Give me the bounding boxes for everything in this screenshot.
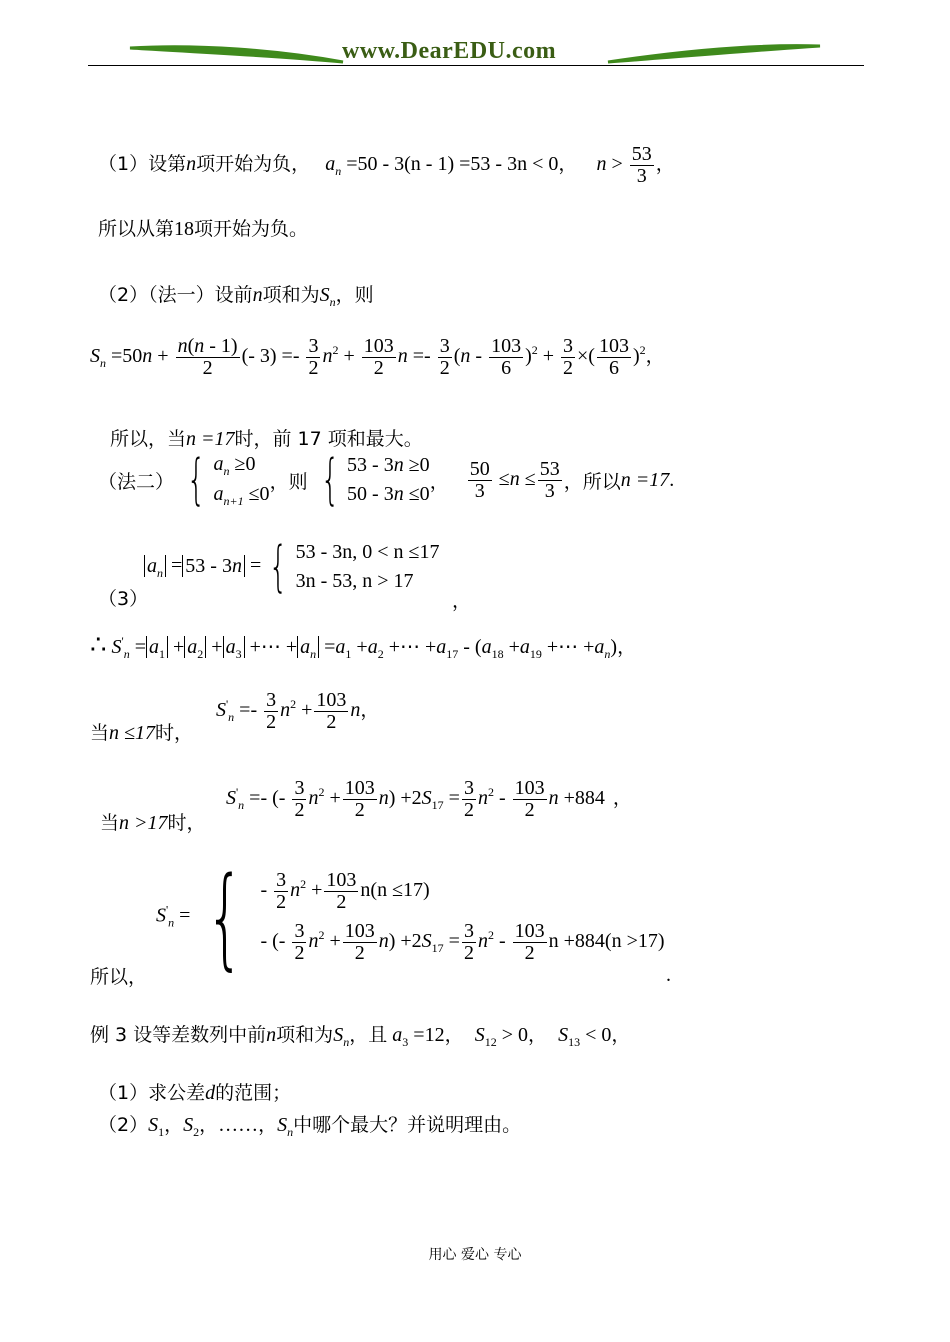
header-rule — [88, 65, 864, 66]
method1-conclusion: 所以，当n =17时，前 17 项和最大。 — [110, 428, 423, 450]
right-swoosh-shape — [608, 46, 820, 62]
part2-heading: （2）（法一）设前n项和为$S_n$，则 — [98, 284, 374, 309]
case1-formula: $S'_n$ =- $\frac{3}{2}$ $n^2$ + $\frac{103}{2}$ n， — [216, 689, 380, 733]
an-formula: $a_n =50 - 3(n - 1) =53 - 3n < 0$ — [325, 153, 559, 179]
site-logo-text: www.DearEDU.com — [342, 38, 557, 64]
case2-formula: $S'_n$ =- (- $\frac{3}{2}$ $n^2$ + $\frac{103}{2}$ $n) +2S_{17}$ = $\frac{3}{2}$ $n^2$ - $\frac{103}{2}$ n +884 ， — [226, 777, 632, 821]
abs-an-piecewise: $a_n = 53 - 3n$ = { 53 - 3n, 0 < n ≤17 3n - 53, n > 17 — [144, 538, 440, 596]
left-swoosh-shape — [130, 47, 343, 62]
final-piecewise: $S'_n$ = { - $\frac{3}{2}$ $n^2$ + $\frac{103}{2}$ n(n ≤17) - (- $\frac{3}{2}$ $n^2$ + $\frac{103}{2}$ $n) +2S_{17}$ = $\frac{3}{2}$ $n^2$ - $\frac{103}{2}$ n +884(n >17) — [156, 853, 665, 981]
part1-label: （1）设第 — [98, 153, 187, 176]
part1-conclusion: 所以从第18项开始为负。 — [98, 218, 309, 240]
method2-line: （法二） { $a_n \ge 0$ $a_{n+1} \le 0$ ，则 { 53 - 3n ≥0 50 - 3n ≤0 ， $\frac{50}{3}$ ≤n ≤ $\frac{53}{3}$ ，所以n =17. — [98, 448, 675, 512]
var-n: n — [186, 153, 197, 176]
page-footer: 用心 爱心 专心 — [428, 1247, 522, 1263]
sn-formula: $S_n =50n$ + $\frac{n(n - 1)}{2}$ (- 3) =- $\frac{3}{2}$ $n^2$ + $\frac{103}{2}$ n =- $\frac{3}{2}$ (n - $\frac{103}{6}$ )$^2$ + $\frac{3}{2}$ ×( $\frac{103}{6}$ )$^2$， — [90, 335, 665, 379]
case1-label: 当n ≤17时， — [90, 722, 194, 744]
final-label: 所以， — [90, 966, 148, 988]
part3-label: （3） — [98, 588, 149, 610]
part1-line: （1）设第n项开始为负， $a_n =50 - 3(n - 1) =53 - 3n < 0$， n > $\frac{53}{3}$ ， — [98, 143, 675, 187]
example3-line: 例 3 设等差数列中前n项和为$S_n$，且 $a_3 =12$， $S_{12} > 0$， $S_{13} < 0$， — [90, 1024, 631, 1049]
case2-label: 当n >17时， — [100, 812, 206, 834]
n-bound: n > $\frac{53}{3}$ — [596, 143, 652, 187]
sum-abs-line: ∴ $S'_n = a_1 + a_2 + a_3$ +⋯ + $a_n =a_1 +a_2$ +⋯ $+a_{17} - (a_{18} +a_{19}$ +⋯ $+a_n$)， — [90, 630, 637, 661]
question2: $(2)S_1$，$S_2$，……，$S_n$中哪个最大？并说明理由。 — [98, 1114, 522, 1139]
question1: （1）求公差d的范围； — [98, 1082, 292, 1104]
part1-mid: 项开始为负， — [196, 153, 311, 176]
